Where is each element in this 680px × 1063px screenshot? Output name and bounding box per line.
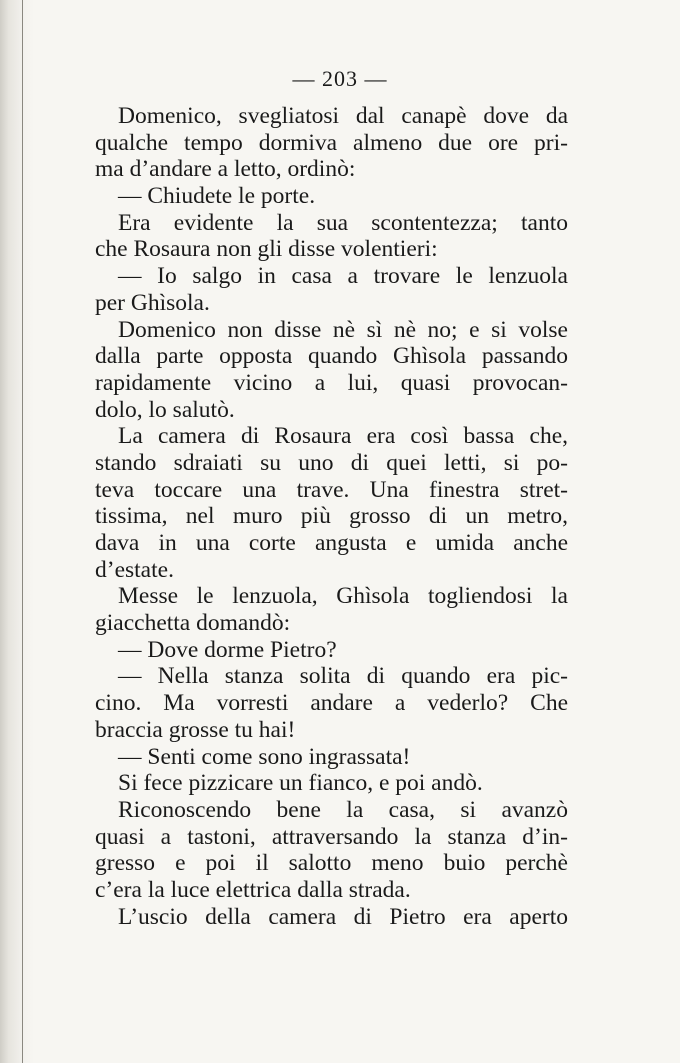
text-line: braccia grosse tu hai! xyxy=(95,716,296,743)
text-line: Si fece pizzicare un fianco, e poi andò. xyxy=(118,770,483,797)
text-line: — Io salgo in casa a trovare le lenzuola xyxy=(118,263,568,290)
text-line: Messe le lenzuola, Ghìsola togliendosi la xyxy=(118,583,568,610)
text-line: Riconoscendo bene la casa, si avanzò xyxy=(118,796,568,823)
text-line: Domenico non disse nè sì nè no; e si volse xyxy=(118,316,568,343)
text-line: — Dove dorme Pietro? xyxy=(118,636,337,663)
text-line: — Nella stanza solita di quando era pic- xyxy=(118,663,568,690)
text-line: L’uscio della camera di Pietro era aperto xyxy=(118,903,568,930)
text-line: — Senti come sono ingrassata! xyxy=(118,743,411,770)
text-line: stando sdraiati su uno di quei letti, si po- xyxy=(95,449,568,476)
text-line: dava in una corte angusta e umida anche xyxy=(95,530,568,556)
text-line: dalla parte opposta quando Ghìsola passando xyxy=(95,343,568,370)
text-line: ma d’andare a letto, ordinò: xyxy=(95,156,356,183)
text-line: dolo, lo salutò. xyxy=(95,396,235,423)
text-line: c’era la luce elettrica dalla strada. xyxy=(95,876,411,903)
text-line: — Chiudete le porte. xyxy=(118,183,316,210)
text-line: qualche tempo dormiva almeno due ore pri- xyxy=(95,129,568,156)
binding-edge xyxy=(0,0,34,1063)
text-line: teva toccare una trave. Una finestra stret- xyxy=(95,476,568,503)
binding-line xyxy=(22,0,23,1063)
text-line: Domenico, svegliatosi dal canapè dove da xyxy=(118,103,568,129)
text-line: La camera di Rosaura era così bassa che, xyxy=(118,423,568,450)
text-line: giacchetta domandò: xyxy=(95,610,291,637)
text-line: per Ghìsola. xyxy=(95,289,210,316)
text-line: quasi a tastoni, attraversando la stanza d’in- xyxy=(95,823,568,850)
text-line: d’estate. xyxy=(95,556,174,583)
text-line: cino. Ma vorresti andare a vederlo? Che xyxy=(95,690,568,717)
text-line: gresso e poi il salotto meno buio perchè xyxy=(95,850,568,877)
text-line: rapidamente vicino a lui, quasi provocan- xyxy=(95,369,568,396)
text-line: tissima, nel muro più grosso di un metro, xyxy=(95,503,568,530)
page-number: — 203 — xyxy=(292,66,388,91)
text-line: che Rosaura non gli disse volentieri: xyxy=(95,236,438,263)
body-text xyxy=(95,103,568,930)
text-line: Era evidente la sua scontentezza; tanto xyxy=(118,209,568,236)
